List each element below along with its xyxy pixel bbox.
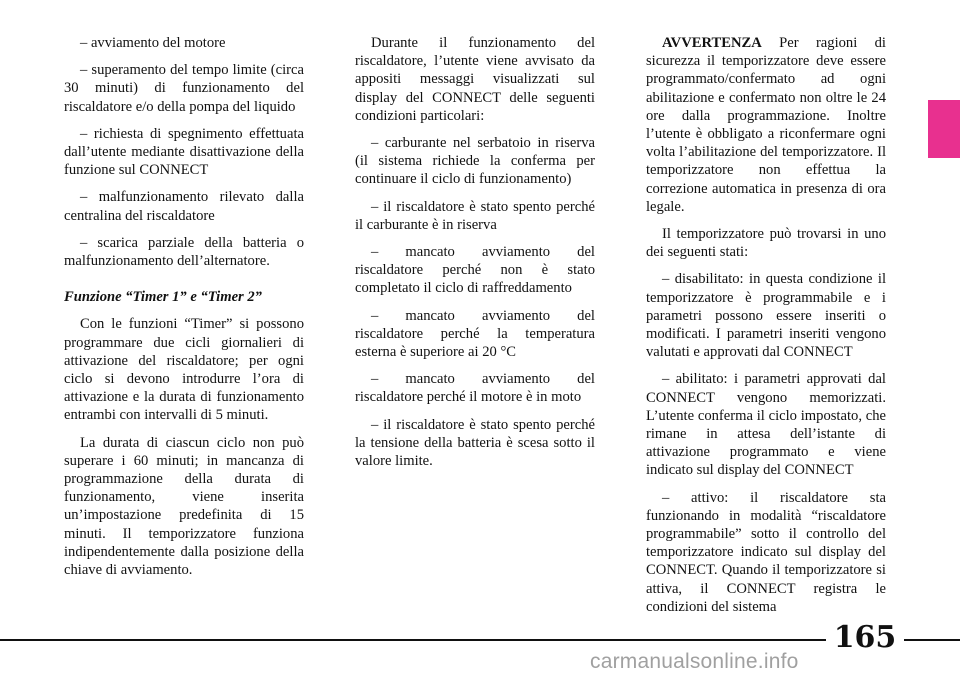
warning-paragraph: [646, 34, 886, 216]
list-item: – richiesta di spegnimento effettuata dall’utente mediante disattivazione della funzione sul CONNECT: [64, 125, 304, 179]
list-item: – avviamento del motore: [80, 35, 226, 51]
list-item: – disabilitato: in questa condizione il temporizzatore è programmabile e i parametri possono essere inseriti o modificati. I parametri inseriti vengono valutati e approvati dal CONNECT: [646, 271, 886, 361]
watermark: carmanualsonline.info: [590, 650, 799, 673]
list-item: – mancato avviamento del riscaldatore perché la temperatura esterna è superiore ai 20 °C: [355, 307, 595, 361]
paragraph: Durante il funzionamento del riscaldatore, l’utente viene avvisato da appositi messaggi visualizzati sul display del CONNECT delle seguenti condizioni particolari:: [355, 35, 595, 124]
text-column-right: [646, 34, 886, 625]
paragraph: La durata di ciascun ciclo non può superare i 60 minuti; in mancanza di programmazione della durata di funzionamento, viene inserita un’impostazione predefinita di 15 minuti. Il temporizzatore funziona indipendentemente dalla posizione della chiave di avviamento.: [64, 434, 304, 579]
section-tab-marker: [928, 100, 960, 158]
list-item: – malfunzionamento rilevato dalla centralina del riscaldatore: [64, 189, 304, 224]
paragraph: Con le funzioni “Timer” si possono programmare due cicli giornalieri di attivazione del riscaldatore; per ogni ciclo si devono introdurre l’ora di attivazione e la durata di funzionamento entrambi con intervalli di 5 minuti.: [64, 316, 304, 424]
list-item: – carburante nel serbatoio in riserva (il sistema richiede la conferma per continuare il ciclo di funzionamento): [355, 135, 595, 188]
warning-text: Per ragioni di sicurezza il temporizzatore deve essere programmato/confermato ad ogni abilitazione e confermato non oltre le 24 ore dalla programmazione. Inoltre l’utente è obbligato a riconfermare ogni volta l’abilitazione del temporizzatore. Il temporizzatore non effettua la correzione automatica in presenza di ora legale.: [646, 35, 886, 215]
list-item: – attivo: il riscaldatore sta funzionando in modalità “riscaldatore programmabile” sotto il controllo del temporizzatore indicato sul display del CONNECT. Quando il temporizzatore si attiva, il CONNECT registra le condizioni del sistema: [646, 489, 886, 615]
text-column-middle: [355, 34, 595, 479]
list-item: – mancato avviamento del riscaldatore perché non è stato completato il ciclo di raffreddamento: [355, 244, 595, 297]
text-column-left: [64, 34, 304, 588]
paragraph: Il temporizzatore può trovarsi in uno dei seguenti stati:: [646, 226, 886, 261]
section-heading: Funzione “Timer 1” e “Timer 2”: [64, 289, 262, 306]
list-item: – abilitato: i parametri approvati dal CONNECT vengono memorizzati. L’utente conferma il ciclo impostato, che rimane in attesa dell’istante di attivazione programmato e viene indicato sul display del CONNECT: [646, 371, 886, 479]
list-item: – scarica parziale della batteria o malfunzionamento dell’alternatore.: [64, 234, 304, 270]
list-item: – il riscaldatore è stato spento perché la tensione della batteria è scesa sotto il valore limite.: [355, 416, 595, 470]
warning-label: AVVERTENZA: [662, 35, 762, 51]
page-number: 165: [826, 621, 904, 655]
list-item: – superamento del tempo limite (circa 30 minuti) di funzionamento del riscaldatore e/o della pompa del liquido: [64, 62, 304, 115]
list-item: – il riscaldatore è stato spento perché il carburante è in riserva: [355, 198, 595, 233]
footer-rule: [0, 639, 960, 641]
list-item: – mancato avviamento del riscaldatore perché il motore è in moto: [355, 371, 595, 406]
